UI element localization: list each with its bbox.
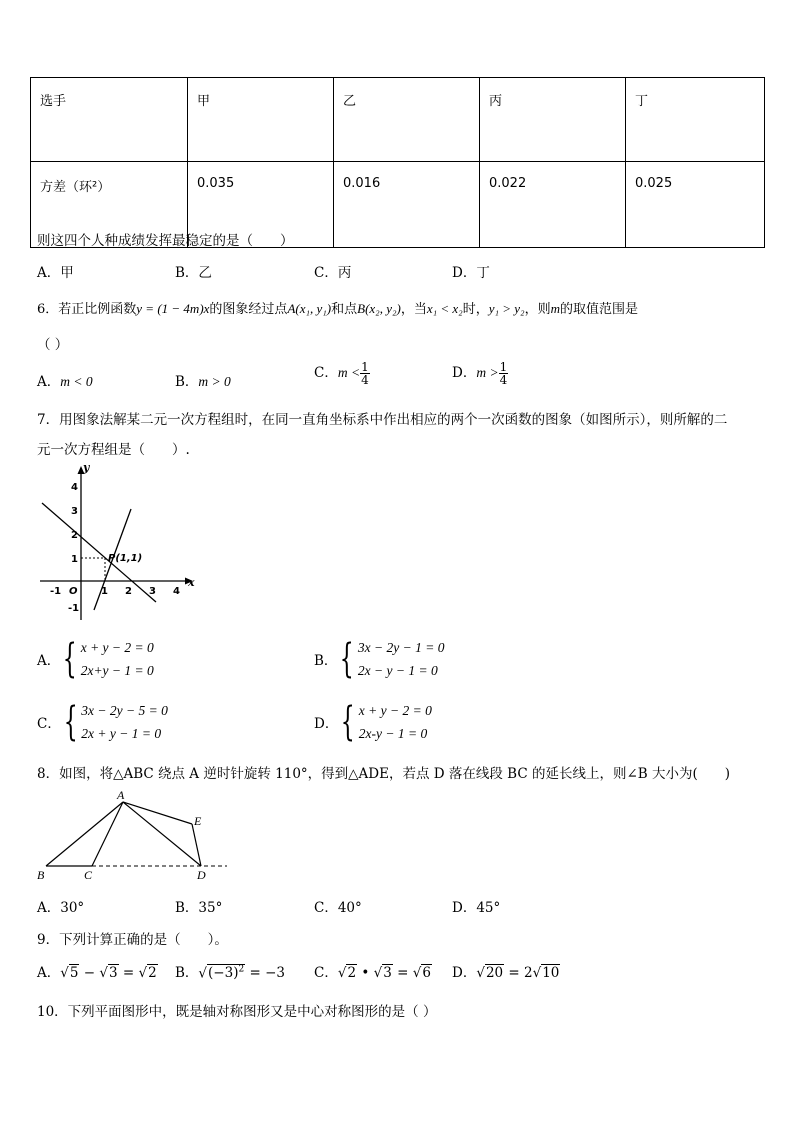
- q5-option-c: C．丙: [314, 265, 352, 281]
- q10-stem: 10．下列平面图形中，既是轴对称图形又是中心对称图形的是（ ）: [37, 1004, 437, 1020]
- q7-option-b: [314, 636, 444, 682]
- vertex-label-c: C: [84, 868, 93, 882]
- operator: •: [357, 965, 374, 981]
- q6-stem-part: 的取值范围是: [559, 302, 638, 317]
- q6-stem-part: ，则: [524, 302, 551, 317]
- sqrt: √6: [412, 965, 431, 981]
- q6-var: m: [550, 301, 560, 316]
- variance-table: [30, 77, 765, 248]
- equation: 3x − 2y − 1 = 0: [357, 640, 445, 655]
- radicand: 10: [542, 965, 560, 981]
- table-cell: 0.035: [188, 162, 334, 248]
- x-label: x: [188, 576, 195, 589]
- option-label: D．: [314, 716, 339, 732]
- frac-num: 1: [499, 360, 508, 374]
- x-tick-label: 3: [149, 586, 156, 597]
- q6-cond1: x₁ < x₂: [426, 301, 463, 316]
- equation: 3x − 2y − 5 = 0: [81, 703, 168, 718]
- equations: [81, 699, 168, 745]
- q8-triangle-figure: [32, 786, 232, 886]
- radicand: 2: [148, 965, 157, 981]
- q9-option-c: [314, 961, 432, 981]
- sqrt: √5: [60, 965, 79, 981]
- q6-stem-part: 和点: [331, 302, 358, 317]
- q9-stem: 9．下列计算正确的是（ ）。: [37, 932, 228, 948]
- vertex-label-d: D: [197, 868, 206, 882]
- sqrt: √20: [476, 965, 504, 981]
- q6-stem-part: 的图象经过点: [209, 302, 288, 317]
- y-tick-label: 3: [71, 506, 78, 517]
- radicand: 20: [485, 965, 504, 981]
- x-tick-label: 2: [125, 586, 132, 597]
- table-header-row: [31, 78, 765, 162]
- frac-num: 1: [361, 360, 369, 374]
- exponent: 2: [238, 964, 245, 975]
- q7-option-a: [37, 636, 154, 682]
- q8-option-a: A．30°: [37, 900, 85, 916]
- q6-stem-part: ，当: [400, 302, 427, 317]
- table-cell: 选手: [31, 78, 188, 162]
- segment-ad: [123, 802, 201, 866]
- q6-stem-part: 时，: [462, 302, 489, 317]
- q6-opt-math: m <: [337, 365, 361, 380]
- equation: x + y − 2 = 0: [80, 640, 154, 655]
- q6-func: y = (1 − 4m)x: [136, 301, 210, 316]
- sqrt: $√(-3)^2$: [198, 964, 245, 981]
- radicand-base: (−3): [208, 965, 239, 981]
- x-tick-label: 1: [101, 586, 108, 597]
- sqrt: √10: [532, 965, 560, 981]
- table-cell: 丁: [626, 78, 765, 162]
- radicand: 5: [69, 965, 79, 981]
- q7-option-c: [37, 699, 168, 745]
- q6-option-b: [175, 370, 231, 390]
- q6-cond2: y₁ > y₂: [488, 301, 525, 316]
- q6-opt-math: m < 0: [60, 374, 93, 389]
- equations: [358, 636, 445, 682]
- operator: =: [118, 965, 139, 981]
- brace-icon: {: [341, 699, 356, 745]
- q6-fraction: [360, 361, 370, 386]
- brace-icon: {: [340, 636, 355, 682]
- brace-icon: {: [63, 699, 78, 745]
- q8-option-b: B．35°: [175, 900, 223, 916]
- equation-system: [37, 699, 168, 745]
- option-label: D．: [452, 965, 477, 981]
- sqrt: √3: [99, 965, 118, 981]
- q6-opt-math: m >: [476, 365, 499, 380]
- table-cell: 丙: [480, 78, 626, 162]
- table-cell: 0.022: [480, 162, 626, 248]
- q6-opt-label: D．: [452, 365, 477, 381]
- q6-point-b: B(x₂, y₂): [357, 301, 401, 316]
- equation-system: [314, 699, 432, 745]
- q8-stem: 8．如图，将△ABC 绕点 A 逆时针旋转 110°，得到△ADE，若点 D 落在线段 BC 的延长线上，则∠B 大小为( ): [37, 766, 731, 782]
- q7-coordinate-graph: [38, 460, 198, 625]
- q6-paren: （ ）: [37, 337, 69, 353]
- table-cell: 0.025: [626, 162, 765, 248]
- radicand: 2: [347, 965, 357, 981]
- equation-system: [37, 636, 154, 682]
- sqrt: √2: [138, 965, 157, 981]
- q6-option-c: [314, 361, 370, 386]
- table-cell: 甲: [188, 78, 334, 162]
- q5-stem: 则这四个人种成绩发挥最稳定的是（ ）: [37, 233, 294, 249]
- segment-ae: [123, 802, 192, 824]
- sqrt: √2: [337, 965, 357, 981]
- option-label: A．: [37, 653, 61, 669]
- operator: −: [79, 965, 100, 981]
- q9-option-b: [175, 961, 285, 981]
- q6-opt-label: B．: [175, 374, 199, 390]
- option-label: C．: [314, 965, 338, 981]
- q5-option-a: A．甲: [37, 265, 74, 281]
- equation: x + y − 2 = 0: [358, 703, 432, 718]
- vertex-label-b: B: [37, 868, 45, 882]
- x-tick-label: 4: [173, 586, 180, 597]
- q5-option-d: D．丁: [452, 265, 490, 281]
- equation-system: [314, 636, 444, 682]
- radicand: 3: [108, 965, 118, 981]
- y-tick-label: 1: [71, 554, 78, 565]
- radicand: [207, 964, 245, 981]
- origin-label: O: [69, 586, 78, 597]
- vertex-label-e: E: [194, 814, 202, 828]
- q6-opt-math: m > 0: [198, 374, 231, 389]
- option-label: B．: [175, 965, 199, 981]
- y-tick-label: -1: [68, 603, 80, 614]
- radicand: 6: [422, 965, 431, 981]
- q6-point-a: A(x₁, y₁): [287, 301, 332, 316]
- y-tick-label: 4: [71, 482, 78, 493]
- y-tick-label: 2: [71, 530, 78, 541]
- q7-option-d: [314, 699, 432, 745]
- x-tick-label: -1: [50, 586, 62, 597]
- equations: [359, 699, 432, 745]
- equation: 2x+y − 1 = 0: [80, 663, 154, 678]
- table-cell: 0.016: [334, 162, 480, 248]
- q8-option-c: C．40°: [314, 900, 362, 916]
- option-label: C．: [37, 716, 61, 732]
- q6-opt-label: C．: [314, 365, 338, 381]
- frac-den: 4: [361, 373, 369, 387]
- q6-fraction: [499, 361, 509, 386]
- equation: 2x − y − 1 = 0: [357, 663, 438, 678]
- y-label: y: [83, 461, 90, 474]
- q7-stem-line1: 7．用图象法解某二元一次方程组时，在同一直角坐标系中作出相应的两个一次函数的图象（如图所示），则所解的二: [37, 412, 728, 428]
- sqrt: √3: [373, 965, 392, 981]
- operator: = 2: [504, 965, 533, 981]
- table-cell: 乙: [334, 78, 480, 162]
- option-label: A．: [37, 965, 61, 981]
- q6-option-d: [452, 361, 508, 386]
- segment-ac: [92, 802, 123, 866]
- equation: 2x + y − 1 = 0: [81, 726, 162, 741]
- table-cell: 方差（环²）: [31, 162, 188, 248]
- q9-option-a: [37, 961, 158, 981]
- equation: 2x-y − 1 = 0: [358, 726, 428, 741]
- q6-stem: [37, 298, 638, 317]
- q6-stem-part: 6．若正比例函数: [37, 302, 137, 317]
- point-label: P(1,1): [108, 553, 143, 564]
- result: = −3: [245, 965, 285, 981]
- segment-ab: [46, 802, 123, 866]
- equations: [81, 636, 154, 682]
- q6-option-a: [37, 370, 93, 390]
- operator: =: [392, 965, 413, 981]
- q7-stem-line2: 元一次方程组是（ ）.: [37, 442, 190, 458]
- vertex-label-a: A: [117, 788, 125, 802]
- option-label: B．: [314, 653, 338, 669]
- brace-icon: {: [62, 636, 77, 682]
- frac-den: 4: [499, 373, 508, 387]
- q9-option-d: [452, 961, 560, 981]
- radicand: 3: [383, 965, 392, 981]
- q8-option-d: D．45°: [452, 900, 501, 916]
- q5-option-b: B．乙: [175, 265, 212, 281]
- q6-opt-label: A．: [37, 374, 61, 390]
